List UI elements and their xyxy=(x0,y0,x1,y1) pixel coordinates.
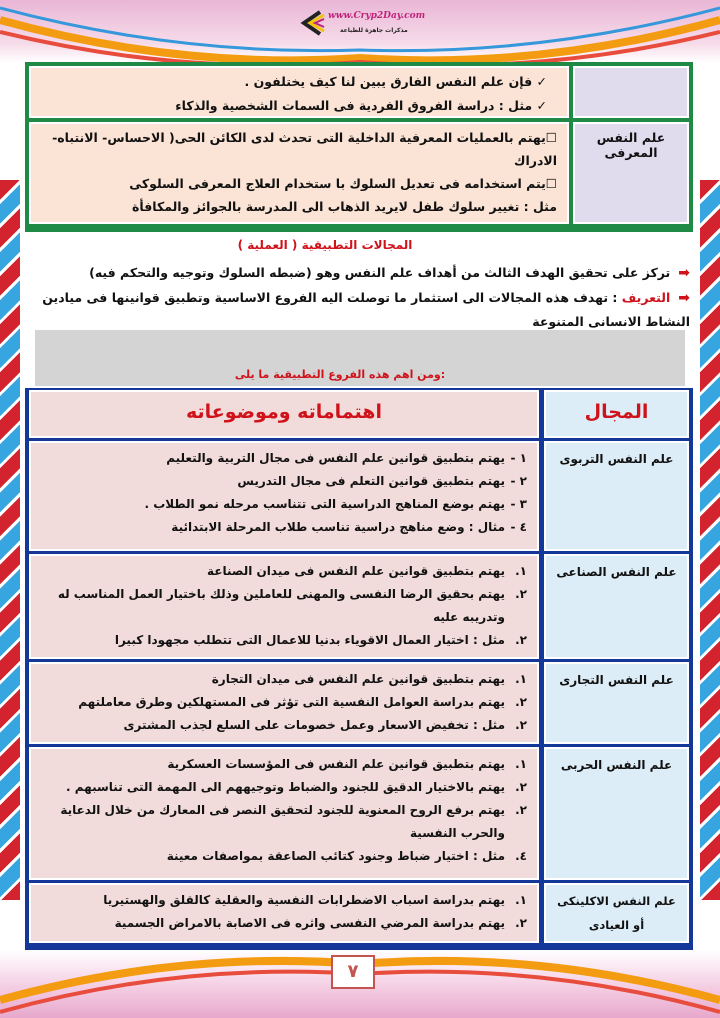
intro-text: ومن اهم هذه الفروع التطبيقية ما يلى: xyxy=(234,368,446,381)
content-cell xyxy=(29,554,539,659)
table-row xyxy=(29,122,689,224)
list-item: ٢. مثل : اختيار العمال الاقوياء بدنيا للاعمال التى تتطلب مجهودا كبيرا xyxy=(114,633,527,647)
check-item: ✓ مثل : دراسة الفروق الفردية فى السمات الشخصية والذكاء xyxy=(175,98,547,113)
field-cell: علم النفس المعرفى xyxy=(573,122,689,224)
list-item: ٢. يهتم بحقيق الرضا النفسى والمهنى للعاملين وذلك باختيار العمل المناسب له وتدريبه عليه xyxy=(57,587,527,624)
list-item: ٤. مثل : اختيار ضباط وجنود كتائب الصاعقة بمواصفات معينة xyxy=(166,849,527,863)
table-row xyxy=(29,747,689,880)
table-row xyxy=(29,662,689,744)
list-item: ١. يهتم بتطبيق قوانين علم النفس فى ميدان الصناعة xyxy=(207,564,527,578)
field-cell: علم النفس الاكلينكى أو العيادى xyxy=(544,883,689,943)
table-row xyxy=(29,441,689,551)
definition-text: : تهدف هذه المجالات الى استثمار ما توصلت اليه الفروع الاساسية وتطبيق قوانينها فى ميادين النشاط الانسانى المتنوعة xyxy=(42,290,690,329)
section-title: المجالات التطبيقية ( العملية ) xyxy=(237,238,413,252)
content-cell xyxy=(29,883,539,943)
list-item: ٣ - يهتم بوضع المناهج الدراسية التى تتناسب مرحله نمو الطلاب . xyxy=(144,497,527,511)
right-border-decoration xyxy=(700,180,720,900)
list-item: ١. يهتم بدراسة اسباب الاضطرابات النفسية والعقلية كالقلق والهستيريا xyxy=(103,893,527,907)
list-item: ٢ - يهتم بتطبيق قوانين التعلم فى مجال التدريس xyxy=(237,474,527,488)
content-cell xyxy=(29,441,539,551)
table-row xyxy=(29,554,689,659)
header-field: المجال xyxy=(544,390,689,438)
field-cell: علم النفس الصناعى xyxy=(544,554,689,659)
list-item: ٤ - مثال : وضع مناهج دراسية تناسب طلاب المرحلة الابتدائية xyxy=(171,520,527,534)
content-cell xyxy=(29,747,539,880)
box-item: ☐يتم استخدامه فى تعديل السلوك با ستخدام العلاج المعرفى السلوكى xyxy=(129,176,557,191)
bullet-goal: ➡تركز على تحقيق الهدف الثالث من أهداف علم النفس وهو (ضبطه السلوك وتوجيه والتحكم فيه) xyxy=(25,261,690,285)
field-cell xyxy=(573,66,689,118)
header-content: اهتماماته وموضوعاته xyxy=(29,390,539,438)
list-item: ٢. يهتم بدراسة العوامل النفسية التى تؤثر فى المستهلكين وطرق معاملتهم xyxy=(78,695,527,709)
page-number: ٧ xyxy=(331,955,375,989)
content-cell xyxy=(29,662,539,744)
box-item: ☐يهتم بالعمليات المعرفية الداخلية التى تحدث لدى الكائن الحى( الاحساس- الانتباه- الادراك xyxy=(52,130,557,168)
bullet-definition xyxy=(25,286,690,334)
example-text: مثل : تغيير سلوك طفل لايريد الذهاب الى المدرسة بالجوائز والمكافأة xyxy=(132,199,557,214)
table-row xyxy=(29,883,689,943)
list-item: ٢. مثل : تخفيض الاسعار وعمل خصومات على السلع لجذب المشترى xyxy=(123,718,527,732)
list-item: ٢. يهتم بدراسة المرضي النفسى واثره فى الاصابة بالامراض الجسمية xyxy=(114,916,527,930)
list-item: ١ - يهتم بتطبيق قوانين علم النفس فى مجال التربية والتعليم xyxy=(166,451,527,465)
arrow-icon: ➡ xyxy=(678,290,690,306)
list-item: ١. يهتم بتطبيق قوانين علم النفس فى ميدان التجارة xyxy=(211,672,527,686)
logo-chevron-icon xyxy=(300,10,326,36)
field-cell: علم النفس التجارى xyxy=(544,662,689,744)
table-header-row xyxy=(29,390,689,438)
arrow-icon: ➡ xyxy=(678,265,690,281)
site-logo xyxy=(300,8,430,40)
applied-branches-table xyxy=(25,388,693,950)
left-border-decoration xyxy=(0,180,20,900)
content-cell xyxy=(29,122,569,224)
field-cell: علم النفس التربوى xyxy=(544,441,689,551)
logo-url: www.Cryp2Day.com xyxy=(328,11,426,21)
check-item: ✓ فإن علم النفس الفارق يبين لنا كيف يختلفون . xyxy=(244,74,547,89)
list-item: ١. يهتم بتطبيق قوانين علم النفس فى المؤسسات العسكرية xyxy=(167,757,527,771)
branches-table-top xyxy=(25,62,693,232)
definition-label: التعريف xyxy=(621,290,671,305)
list-item: ٢. يهتم برفع الروح المعنوية للجنود لتحقيق النصر فى المعارك من خلال الدعاية والحرب النفسية xyxy=(60,803,527,840)
content-cell xyxy=(29,66,569,118)
list-item: ٢. يهتم بالاختيار الدقيق للجنود والضباط وتوجيههم الى المهمة التى تناسبهم . xyxy=(66,780,527,794)
logo-subtitle: مذكرات جاهزة للطباعة xyxy=(340,27,408,34)
field-cell: علم النفس الحربى xyxy=(544,747,689,880)
table-row xyxy=(29,66,689,118)
